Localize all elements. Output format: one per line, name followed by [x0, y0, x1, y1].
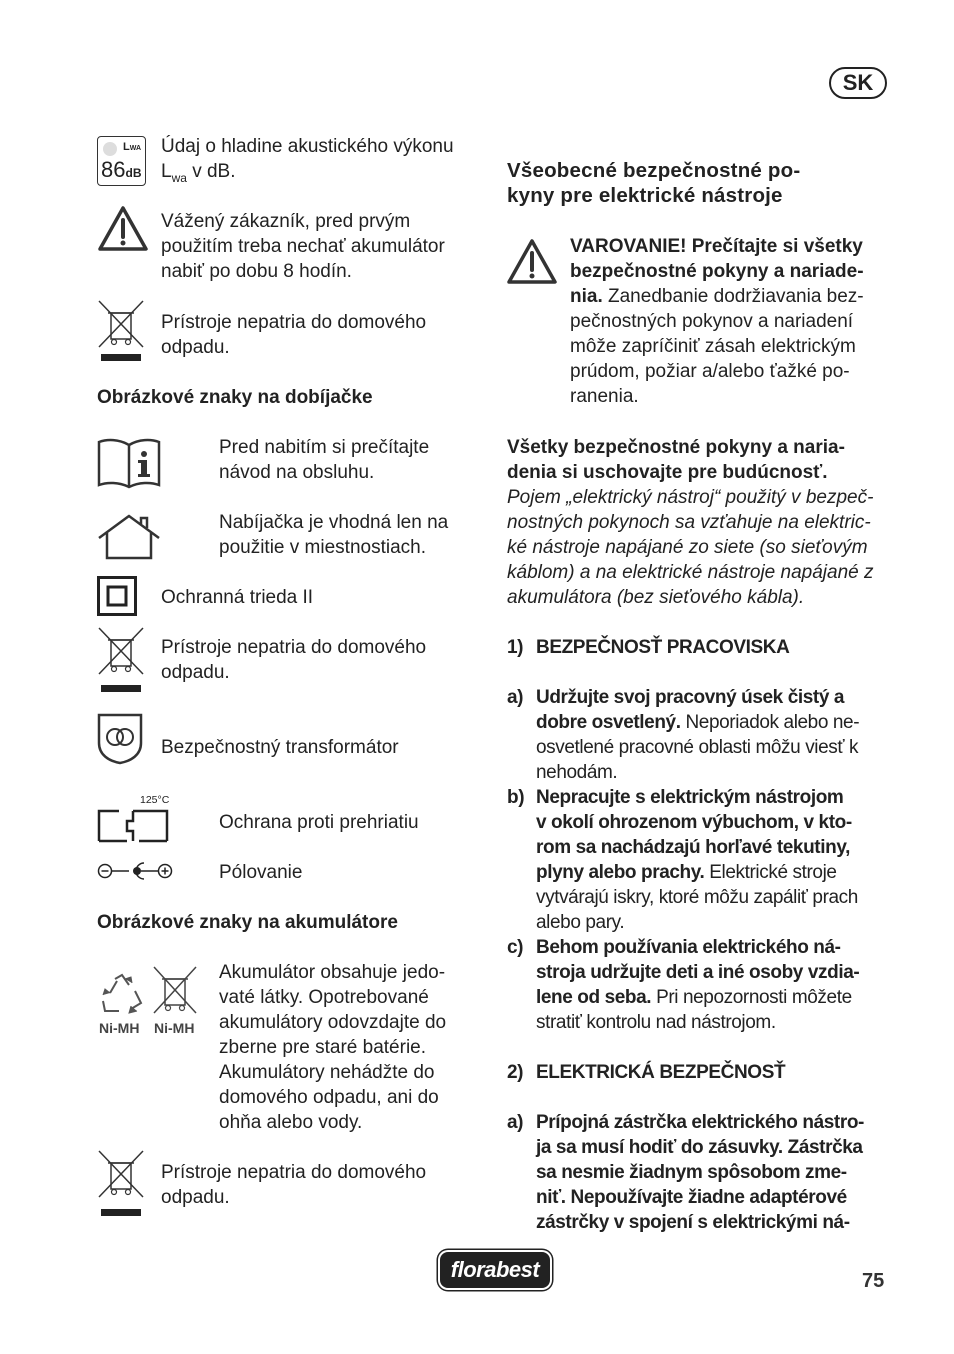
page-number: 75 [862, 1270, 885, 1292]
recycle-icon [99, 973, 145, 1015]
crossed-bin-icon [97, 1149, 145, 1219]
section-2-heading: 2) ELEKTRICKÁ BEZPEČNOSŤ [507, 1062, 786, 1083]
indoor-house-icon [97, 514, 161, 560]
thermal-label: 125°C [140, 794, 170, 806]
lwa-line-1: Údaj o hladine akustického výkonu [161, 136, 454, 157]
crossed-bin-icon [152, 965, 198, 1017]
lwa-line-2: $L_{wa}$ v dB. [161, 161, 236, 185]
language-badge-text: SK [842, 70, 874, 95]
section-title: Všeobecné bezpečnostné po- kyny pre elektrické nástroje [507, 159, 801, 207]
keep-instructions-paragraph: Všetky bezpečnostné pokyny a naria- denia si uschovajte pre budúcnosť. Pojem „elektrický nástroj“ použitý v bezpeč- nostných pokynoch sa vzťahuje na elektric- ké nástroje napájané zo siete (so sieťovým káblom) a na elektrické nástroje napájané z akumulátora (bez sieťového kábla). [507, 437, 874, 608]
lwa-label-sub: WA [129, 145, 142, 152]
section-1-heading: 1) BEZPEČNOSŤ PRACOVISKA [507, 637, 790, 658]
nimh-label-2: Ni-MH [154, 1020, 195, 1036]
polarity-icon [97, 861, 175, 881]
thermal-text: Ochrana proti prehriatiu [219, 812, 419, 833]
manual-text: Pred nabitím si prečítajte návod na obsluhu. [219, 437, 430, 483]
transformer-text: Bezpečnostný transformátor [161, 737, 399, 758]
crossed-bin-icon [97, 299, 145, 364]
brand-logo-text: florabest [450, 1257, 540, 1282]
lwa-unit: dB [125, 166, 142, 180]
language-badge [829, 67, 887, 99]
item-1b: b) Nepracujte s elektrickým nástrojom v okolí ohrozenom výbuchom, v kto- rom sa nachádzajú horľavé tekutiny, plyny alebo prachy. Elektrické stroje vytvárajú iskry, ktoré môžu zapáliť prach alebo pary. [507, 787, 858, 933]
class2-text: Ochranná trieda II [161, 587, 314, 608]
brand-logo [440, 1252, 550, 1288]
warning-paragraph: VAROVANIE! Prečítajte si všetky bezpečnostné pokyny a nariade- nia. Zanedbanie dodržiavania bez- pečnostných pokynov a nariadení môže zapríčiniť zásah elektrickým prúdom, požiar a/alebo ťažké po- ranenia. [570, 236, 864, 407]
lwa-label: L [123, 141, 130, 153]
crossed-bin-icon [97, 626, 145, 694]
lwa-description [161, 134, 454, 191]
item-2a: a) Prípojná zástrčka elektrického nástro- ja sa musí hodiť do zásuvky. Zástrčka sa nesmie žiadnym spôsobom zme- niť. Nepoužívajte žiadne adaptérové zástrčky v spojení s elektrickými ná- [507, 1112, 864, 1233]
manual-icon [97, 437, 161, 487]
battery-heading: Obrázkové znaky na akumulátore [97, 912, 398, 933]
battery-text: Akumulátor obsahuje jedo- vaté látky. Opotrebované akumulátory odovzdajte do zberne pre staré batérie. Akumulátory nehádžte do domového odpadu, ani do ohňa alebo vody. [219, 962, 447, 1133]
safety-transformer-icon [97, 713, 143, 765]
waste-text-1: Prístroje nepatria do domového odpadu. [161, 312, 427, 358]
item-1a: a) Udržujte svoj pracovný úsek čistý a dobre osvetlený. Neporiadok alebo ne- osvetlené pracovné oblasti môžu viesť k nehodám. [507, 687, 860, 783]
sound-power-icon [97, 136, 146, 186]
waste-text-3: Prístroje nepatria do domového odpadu. [161, 1162, 427, 1208]
polarity-text: Pólovanie [219, 862, 303, 883]
thermal-cutout-icon [97, 805, 169, 845]
nimh-label-1: Ni-MH [99, 1020, 140, 1036]
indoor-text: Nabíjačka je vhodná len na použitie v miestnostiach. [219, 512, 449, 558]
warning-icon [97, 205, 149, 253]
protection-class-2-icon [97, 576, 137, 616]
waste-text-2: Prístroje nepatria do domového odpadu. [161, 637, 427, 683]
warning-icon [506, 238, 558, 286]
lwa-value: 86 [101, 157, 126, 182]
warning-text: Vážený zákazník, pred prvým použitím treba nechať akumulátor nabiť po dobu 8 hodín. [161, 211, 445, 282]
charger-heading: Obrázkové znaky na dobíjačke [97, 387, 373, 408]
item-1c: c) Behom používania elektrického ná- stroja udržujte deti a iné osoby vzdia- lene od seba. Pri nepozornosti môžete stratiť kontrolu nad nástrojom. [507, 937, 860, 1033]
